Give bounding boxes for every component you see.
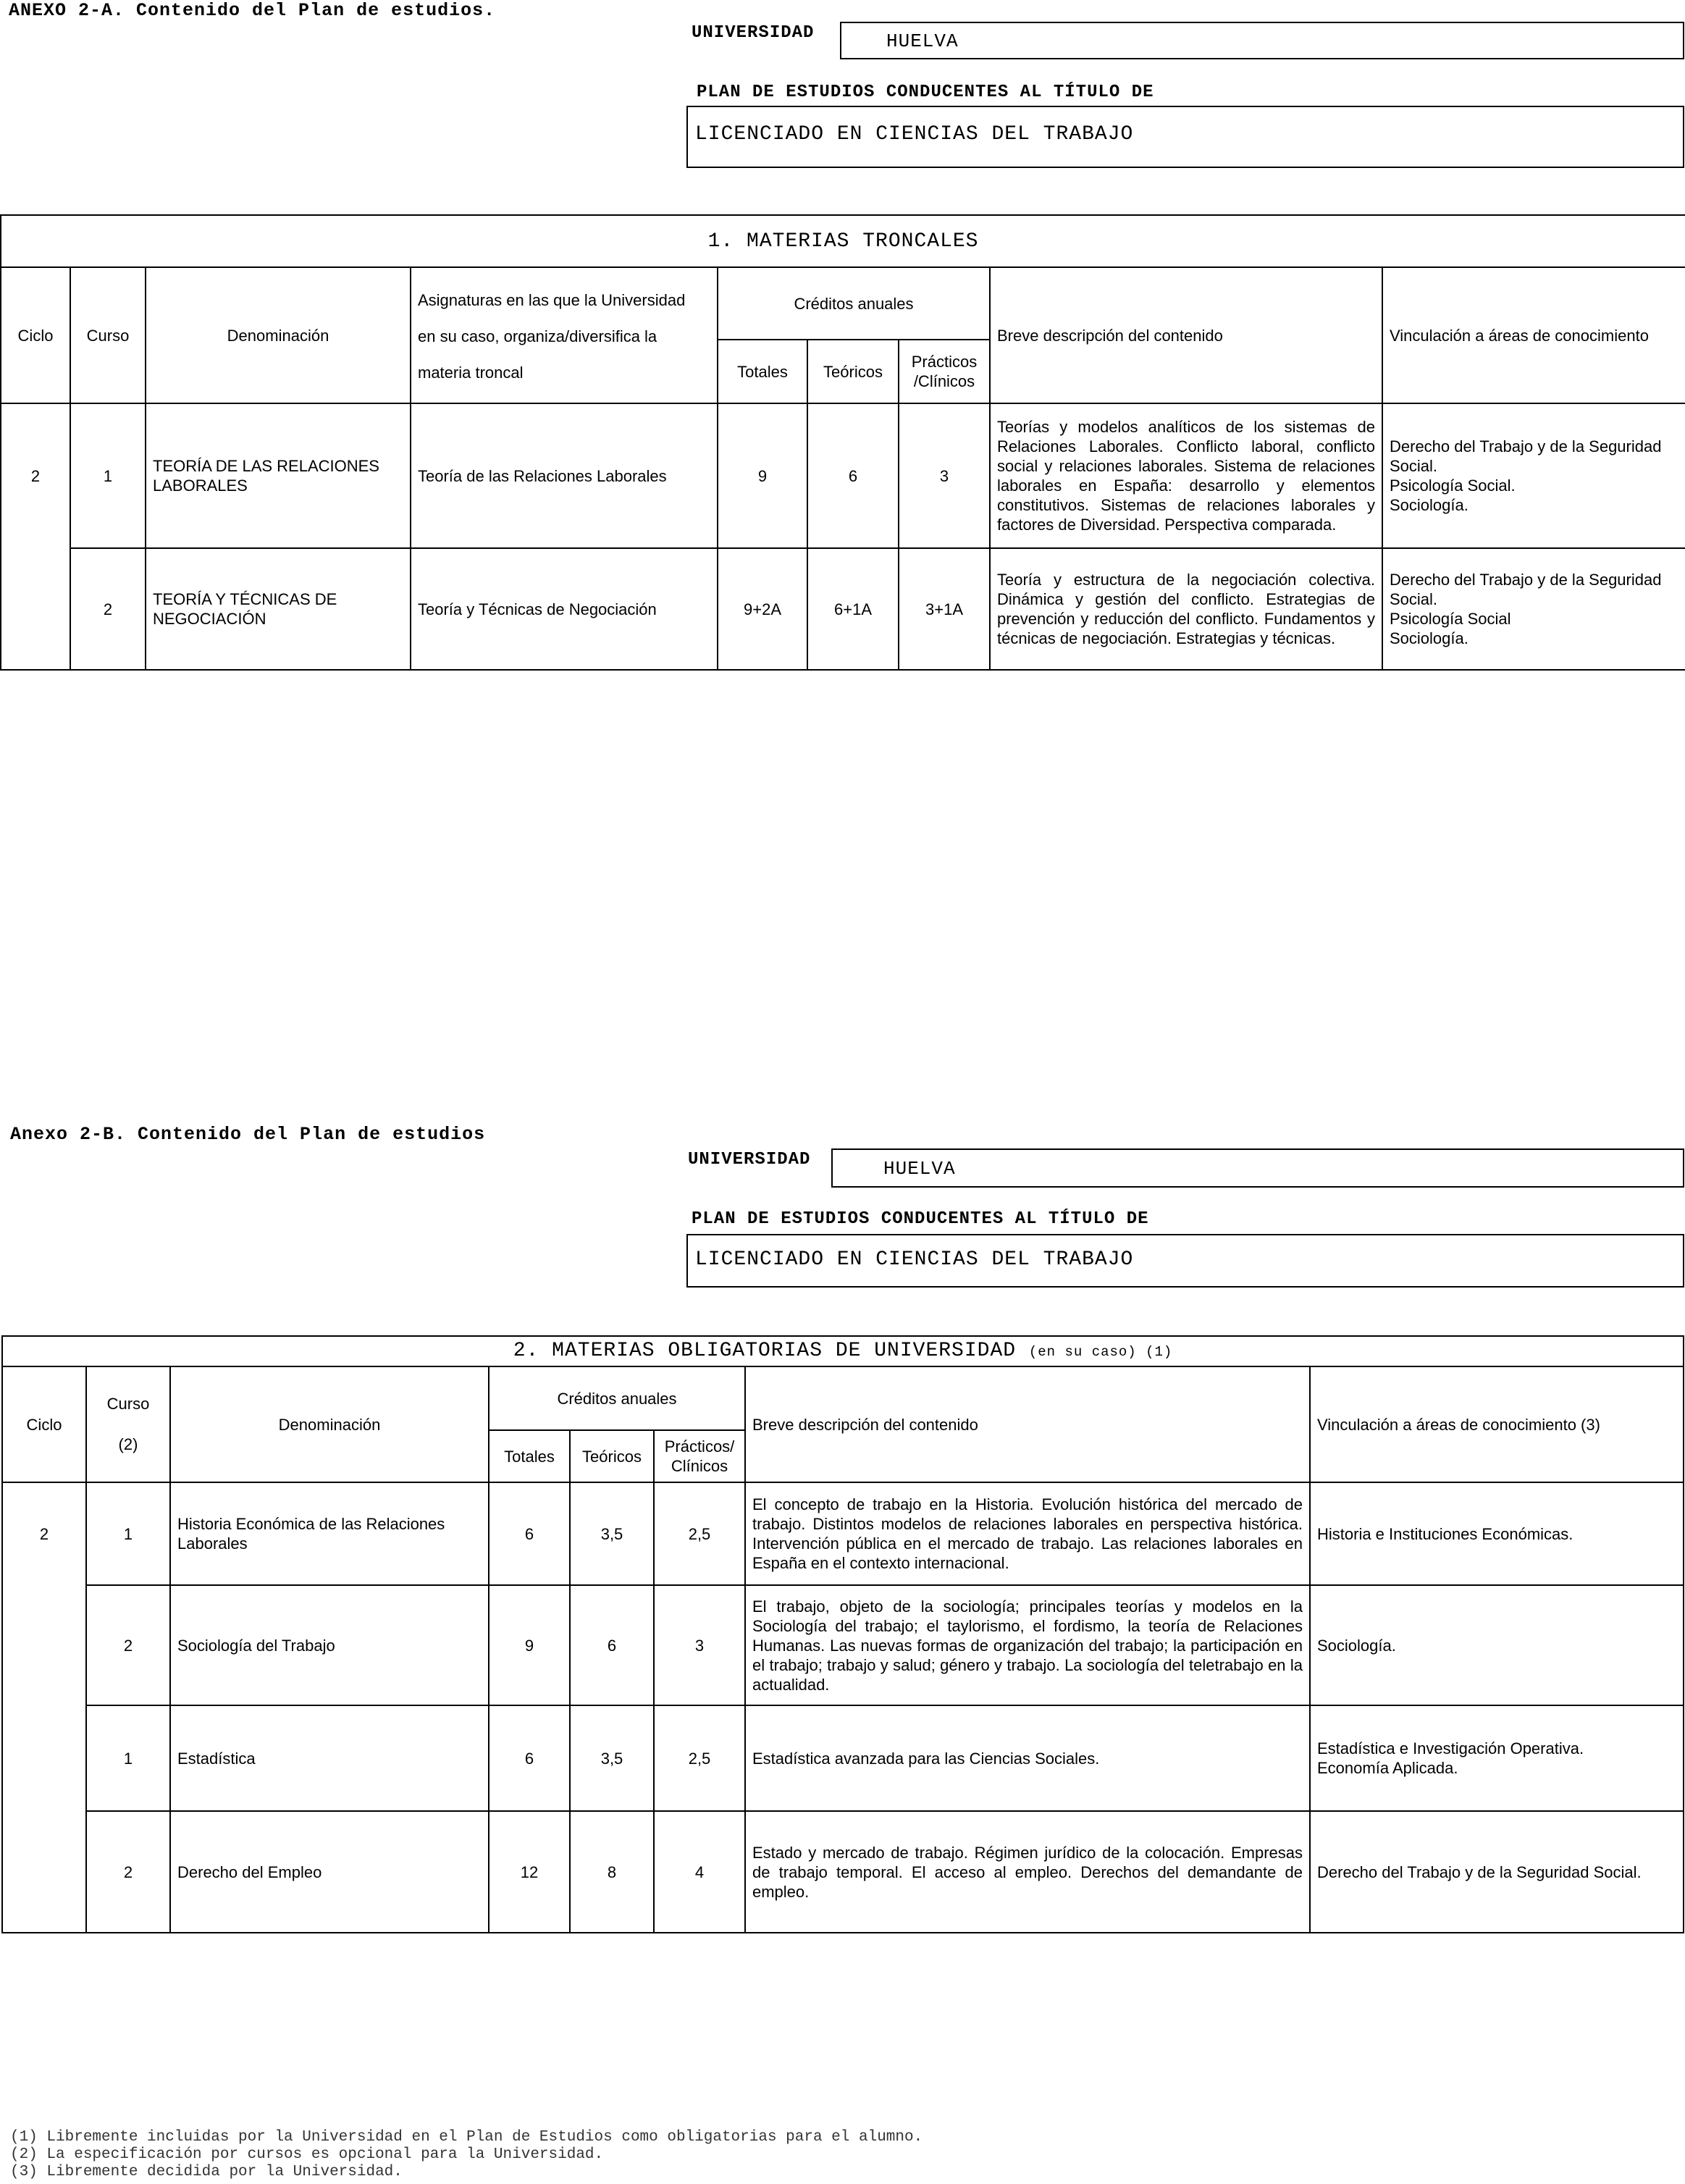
table-row [2,1585,1684,1705]
cell-teoricos: 6 [807,403,899,548]
troncales-title: 1. MATERIAS TRONCALES [1,215,1685,267]
obligatorias-table [1,1335,1684,1933]
cell-asignatura: Teoría de las Relaciones Laborales [411,403,718,548]
obligatorias-title-suffix: (en su caso) (1) [1028,1343,1173,1360]
cell-descripcion: Estado y mercado de trabajo. Régimen jurídico de la colocación. Empresas de trabajo temporal. El acceso al empleo. Derechos del demandante de empleo. [745,1811,1310,1933]
vinculacion-line-3: Sociología. [1390,629,1468,647]
table-row [1,548,1685,670]
vinculacion-line-3: Sociología. [1390,496,1468,514]
footnote-3: (3) Libremente decidida por la Universidad. [10,2164,403,2180]
header-curso: Curso [70,267,146,403]
header-asignaturas-line-2: en su caso, organiza/diversifica la [418,327,657,345]
annex-b-universidad-value: HUELVA [883,1158,956,1180]
header-practicos [654,1430,745,1482]
cell-curso: 2 [86,1811,170,1933]
header-practicos-line-2: Clínicos [671,1457,728,1475]
cell-totales: 9 [489,1585,570,1705]
vinculacion-line-1: Derecho del Trabajo y de la Seguridad Social. [1390,571,1662,608]
cell-denominacion: Historia Económica de las Relaciones Laborales [170,1482,489,1585]
table-row [2,1811,1684,1933]
cell-vinculacion [1310,1482,1684,1585]
header-denominacion: Denominación [170,1366,489,1482]
cell-ciclo [1,548,70,670]
cell-teoricos: 8 [570,1811,654,1933]
cell-descripcion: Teorías y modelos analíticos de los sistemas de Relaciones Laborales. Conflicto laboral, conflicto social y relaciones laborales. Sistema de relaciones laborales en España: desarrollo y elementos constitutivos. Sistemas de relaciones laborales y factores de Diversidad. Perspectiva comparada. [990,403,1382,548]
header-totales: Totales [718,340,807,403]
cell-practicos: 4 [654,1811,745,1933]
cell-ciclo [2,1811,86,1933]
cell-denominacion: Derecho del Empleo [170,1811,489,1933]
vinculacion-line-1: Derecho del Trabajo y de la Seguridad Social. [1317,1862,1642,1881]
cell-descripcion: El concepto de trabajo en la Historia. Evolución histórica del mercado de trabajo. Distintos modelos de relaciones laborales en perspectiva histórica. Intervención pública en el mercado de trabajo. Las relaciones laborales en España en el contexto internacional. [745,1482,1310,1585]
header-denominacion: Denominación [146,267,411,403]
cell-vinculacion [1310,1705,1684,1811]
cell-denominacion: TEORÍA Y TÉCNICAS DE NEGOCIACIÓN [146,548,411,670]
obligatorias-title [2,1336,1684,1366]
header-creditos: Créditos anuales [489,1366,745,1430]
footnote-2: (2) La especificación por cursos es opcional para la Universidad. [10,2146,604,2163]
cell-practicos: 3 [654,1585,745,1705]
header-curso [86,1366,170,1482]
annex-b-universidad-box [831,1148,1684,1188]
header-asignaturas-line-3: materia troncal [418,364,524,382]
header-practicos-line-1: Prácticos/ [664,1437,735,1456]
cell-asignatura: Teoría y Técnicas de Negociación [411,548,718,670]
annex-a-titulo-box [686,106,1684,168]
cell-totales: 12 [489,1811,570,1933]
header-vinculacion: Vinculación a áreas de conocimiento (3) [1310,1366,1684,1482]
cell-practicos: 2,5 [654,1482,745,1585]
header-vinculacion: Vinculación a áreas de conocimiento [1382,267,1685,403]
cell-practicos: 2,5 [654,1705,745,1811]
cell-descripcion: Teoría y estructura de la negociación colectiva. Dinámica y gestión del conflicto. Estrategias de prevención y reducción del conflicto. Fundamentos y técnicas de negociación. Estrategias y técnicas. [990,548,1382,670]
cell-totales: 6 [489,1482,570,1585]
header-teoricos: Teóricos [807,340,899,403]
annex-a-universidad-label: UNIVERSIDAD [692,23,815,43]
vinculacion-line-1: Estadística e Investigación Operativa. [1317,1739,1584,1757]
annex-a-universidad-box [840,22,1684,59]
annex-b-heading: Anexo 2-B. Contenido del Plan de estudios [10,1124,486,1145]
cell-denominacion: Estadística [170,1705,489,1811]
vinculacion-line-1: Sociología. [1317,1636,1396,1655]
header-totales: Totales [489,1430,570,1482]
cell-curso: 2 [86,1585,170,1705]
header-creditos: Créditos anuales [718,267,990,340]
header-descripcion: Breve descripción del contenido [745,1366,1310,1482]
header-curso-note: (2) [118,1435,138,1453]
cell-ciclo: 2 [1,403,70,548]
annex-a-plan-label: PLAN DE ESTUDIOS CONDUCENTES AL TÍTULO DE [697,83,1154,102]
cell-totales: 9 [718,403,807,548]
cell-vinculacion [1310,1811,1684,1933]
vinculacion-line-2: Economía Aplicada. [1317,1759,1458,1777]
header-practicos [899,340,990,403]
cell-teoricos: 3,5 [570,1705,654,1811]
cell-teoricos: 6+1A [807,548,899,670]
vinculacion-line-2: Psicología Social [1390,610,1511,628]
cell-ciclo: 2 [2,1482,86,1585]
cell-vinculacion [1382,548,1685,670]
header-ciclo: Ciclo [1,267,70,403]
cell-curso: 1 [86,1705,170,1811]
header-curso-label: Curso [106,1395,150,1413]
header-asignaturas [411,267,718,403]
cell-teoricos: 3,5 [570,1482,654,1585]
table-row [1,403,1685,548]
header-practicos-line-2: /Clínicos [913,372,975,390]
cell-ciclo [2,1585,86,1705]
cell-practicos: 3+1A [899,548,990,670]
cell-denominacion: TEORÍA DE LAS RELACIONES LABORALES [146,403,411,548]
vinculacion-line-1: Historia e Instituciones Económicas. [1317,1524,1573,1543]
annex-a-heading: ANEXO 2-A. Contenido del Plan de estudios. [9,0,496,21]
header-ciclo: Ciclo [2,1366,86,1482]
table-row [2,1482,1684,1585]
cell-denominacion: Sociología del Trabajo [170,1585,489,1705]
annex-b-universidad-label: UNIVERSIDAD [688,1150,811,1169]
cell-teoricos: 6 [570,1585,654,1705]
cell-totales: 6 [489,1705,570,1811]
vinculacion-line-1: Derecho del Trabajo y de la Seguridad Social. [1390,437,1662,475]
cell-totales: 9+2A [718,548,807,670]
annex-a-titulo-value: LICENCIADO EN CIENCIAS DEL TRABAJO [695,123,1134,146]
obligatorias-title-main: 2. MATERIAS OBLIGATORIAS DE UNIVERSIDAD [513,1339,1017,1362]
annex-a-universidad-value: HUELVA [886,30,959,52]
cell-curso: 1 [86,1482,170,1585]
cell-practicos: 3 [899,403,990,548]
vinculacion-line-2: Psicología Social. [1390,476,1516,495]
footnotes [10,2129,923,2181]
table-row [2,1705,1684,1811]
annex-b-titulo-box [686,1234,1684,1288]
annex-b-plan-label: PLAN DE ESTUDIOS CONDUCENTES AL TÍTULO DE [692,1209,1149,1229]
footnote-1: (1) Libremente incluidas por la Universidad en el Plan de Estudios como obligatorias para el alumno. [10,2129,923,2146]
cell-descripcion: Estadística avanzada para las Ciencias Sociales. [745,1705,1310,1811]
cell-curso: 2 [70,548,146,670]
header-asignaturas-line-1: Asignaturas en las que la Universidad [418,291,686,309]
cell-vinculacion [1310,1585,1684,1705]
cell-ciclo [2,1705,86,1811]
cell-descripcion: El trabajo, objeto de la sociología; principales teorías y modelos en la Sociología del trabajo; el taylorismo, el fordismo, la teoría de Relaciones Humanas. Las nuevas formas de organización del trabajo; la participación en el trabajo; trabajo y salud; género y trabajo. La sociología del teletrabajo en la actualidad. [745,1585,1310,1705]
cell-curso: 1 [70,403,146,548]
troncales-table [0,214,1685,671]
header-practicos-line-1: Prácticos [911,353,978,371]
header-teoricos: Teóricos [570,1430,654,1482]
cell-vinculacion [1382,403,1685,548]
annex-b-titulo-value: LICENCIADO EN CIENCIAS DEL TRABAJO [695,1248,1134,1271]
header-descripcion: Breve descripción del contenido [990,267,1382,403]
